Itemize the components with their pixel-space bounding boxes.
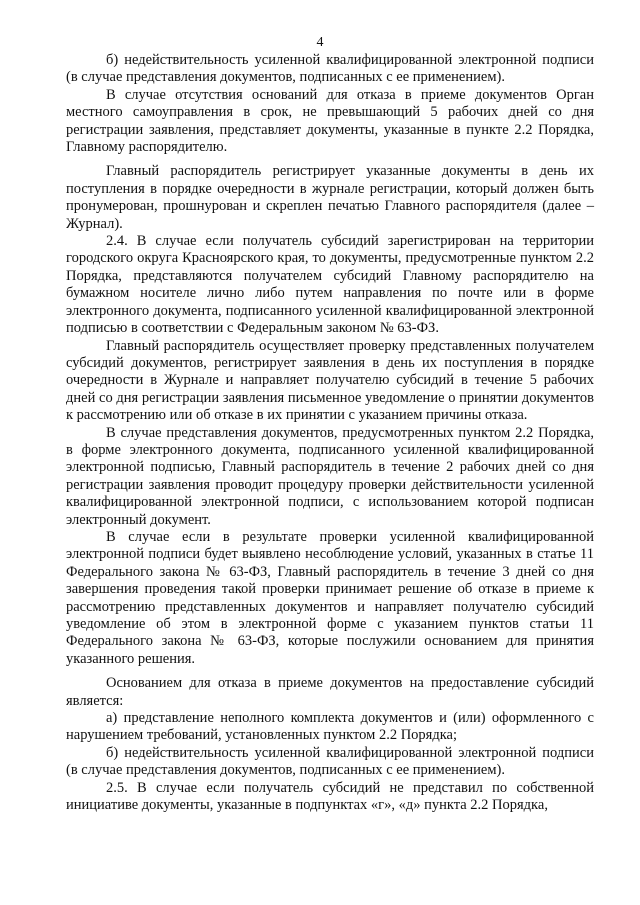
paragraph-7: В случае если в результате проверки усиленной квалифицированной электронной подписи будет выявлено несоблюдение условий, указанных в статье 11 Федерального закона № 63-ФЗ, Главный распорядитель в течение 3 дней со дня завершения проведения такой проверки принимает решение об отказе в приеме к рассмотрению представленных документов и направляет получателю субсидий уведомление об этом в электронной форме с указанием пунктов статьи 11 Федерального закона № 63-ФЗ, которые послужили основанием для принятия указанного решения. <box>66 528 594 667</box>
paragraph-6: В случае представления документов, предусмотренных пунктом 2.2 Порядка, в форме электронного документа, подписанного усиленной квалифицированной электронной подписью, Главный распорядитель в течение 2 рабочих дней со дня регистрации заявления проводит процедуру проверки действительности усиленной квалифицированной электронной подписи, с использованием которой подписан электронный документ. <box>66 424 594 528</box>
paragraph-8: Основанием для отказа в приеме документов на предоставление субсидий является: <box>66 675 594 709</box>
document-body <box>66 52 594 814</box>
paragraph-2: В случае отсутствия оснований для отказа в приеме документов Орган местного самоуправления в срок, не превышающий 5 рабочих дней со дня регистрации заявления, представляет документы, указанные в пункте 2.2 Порядка, Главному распорядителю. <box>66 86 594 156</box>
paragraph-10: б) недействительность усиленной квалифицированной электронной подписи (в случае представления документов, подписанных с ее применением). <box>66 744 594 779</box>
paragraph-1: б) недействительность усиленной квалифицированной электронной подписи (в случае представления документов, подписанных с ее применением). <box>66 52 594 86</box>
page-number: 4 <box>316 35 324 50</box>
paragraph-9: а) представление неполного комплекта документов и (или) оформленного с нарушением требований, установленных пунктом 2.2 Порядка; <box>66 710 594 744</box>
paragraph-3: Главный распорядитель регистрирует указанные документы в день их поступления в порядке очередности в журнале регистрации, который должен быть пронумерован, прошнурован и скреплен печатью Главного распорядителя (далее – Журнал). <box>66 163 594 232</box>
paragraph-4: 2.4. В случае если получатель субсидий зарегистрирован на территории городского округа Красноярского края, то документы, предусмотренные пунктом 2.2 Порядка, представляются получателем субсидий Главному распорядителю на бумажном носителе лично либо путем направления по почте или в форме электронного документа, подписанного усиленной квалифицированной электронной подписью в соответствии с Федеральным законом № 63-ФЗ. <box>66 233 594 337</box>
paragraph-11: 2.5. В случае если получатель субсидий не представил по собственной инициативе документы, указанные в подпунктах «г», «д» пункта 2.2 Порядка, <box>66 779 594 814</box>
paragraph-5: Главный распорядитель осуществляет проверку представленных получателем субсидий документов, регистрирует заявления в день их поступления в порядке очередности в Журнале и направляет получателю субсидий в течение 5 рабочих дней со дня регистрации заявления письменное уведомление о принятии документов к рассмотрению или об отказе в их принятии с указанием причины отказа. <box>66 337 594 424</box>
